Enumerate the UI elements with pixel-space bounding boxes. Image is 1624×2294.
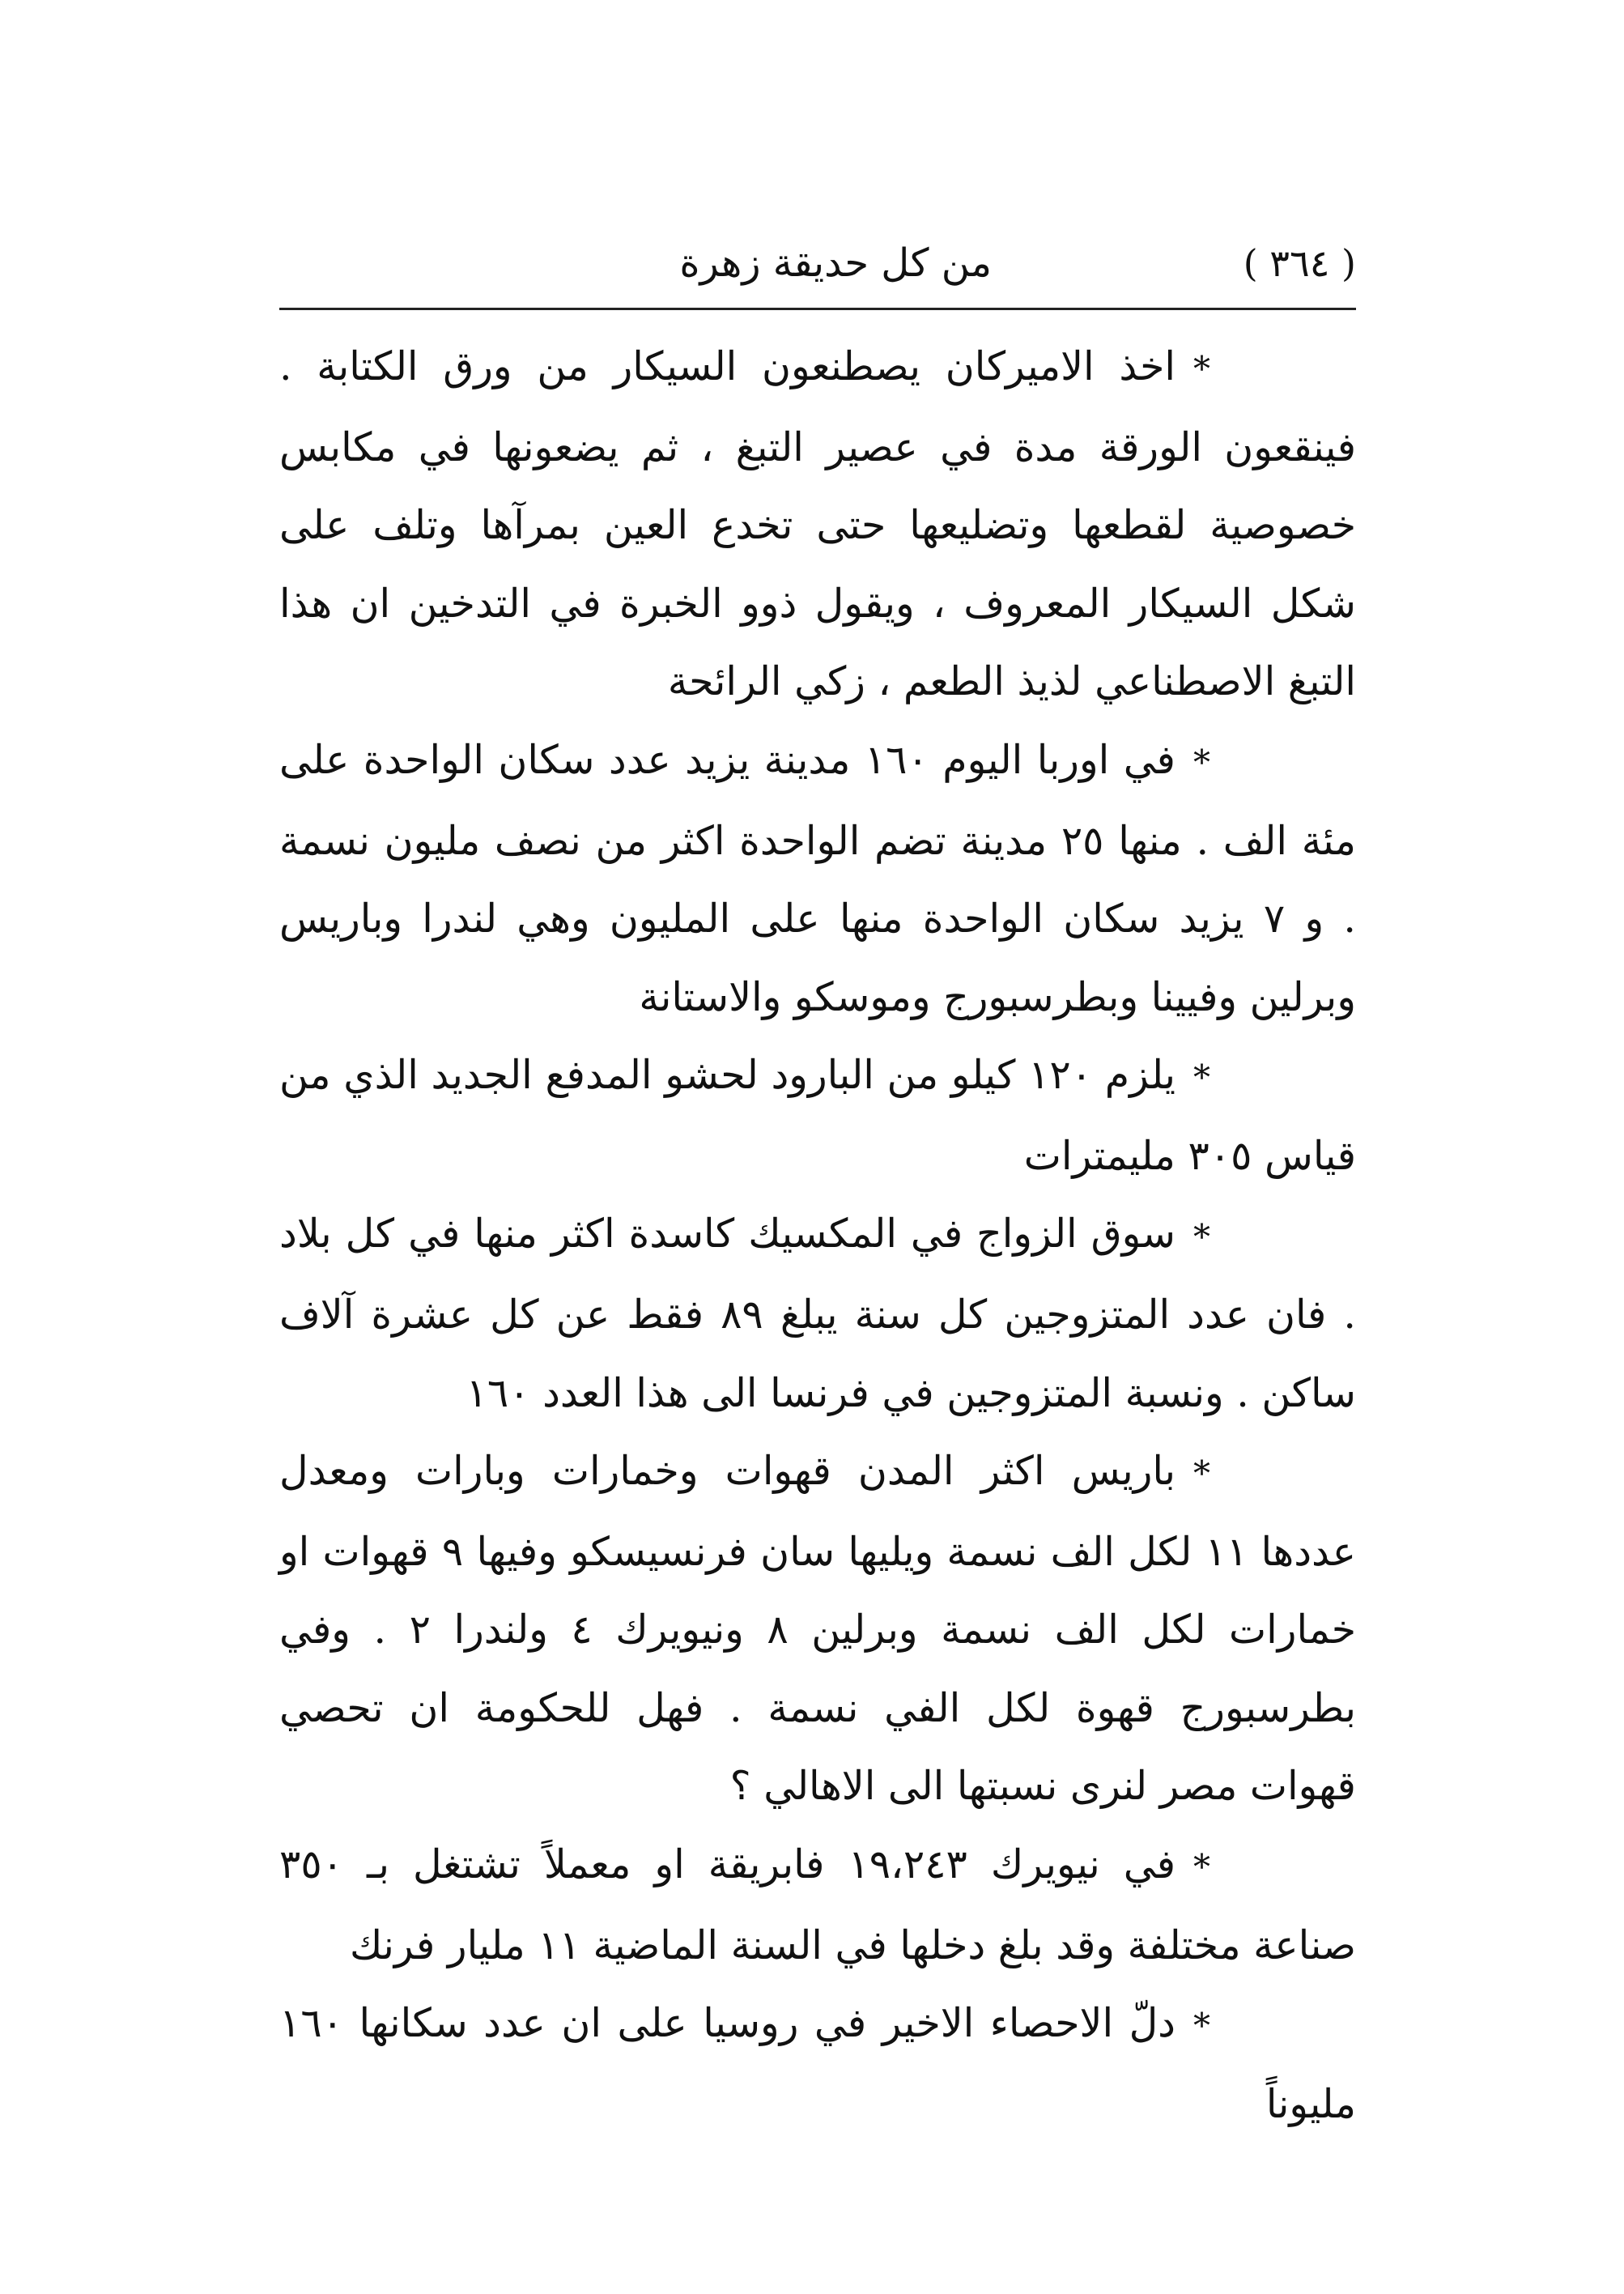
paragraph-newyork-factories <box>279 1826 1356 1985</box>
asterisk-bullet-icon: * <box>1192 743 1210 782</box>
paragraph-text: يلزم ١٢٠ كيلو من البارود لحشو المدفع الجديد الذي من قياس ٣٠٥ مليمترات <box>279 1052 1356 1179</box>
paragraph-text: سوق الزواج في المكسيك كاسدة اكثر منها في كل بلاد . فان عدد المتزوجين كل سنة يبلغ ٨٩ فقط عن كل عشرة آلاف ساكن . ونسبة المتزوجين في فرنسا الى هذا العدد ١٦٠ <box>279 1211 1356 1416</box>
asterisk-bullet-icon: * <box>1193 1058 1210 1098</box>
paragraph-fake-cigars <box>279 328 1356 721</box>
asterisk-bullet-icon: * <box>1193 1847 1211 1887</box>
paragraph-text: في نيويرك ١٩،٢٤٣ فابريقة او معملاً تشتغل بـ ٣٥٠ صناعة مختلفة وقد بلغ دخلها في السنة الماضية ١١ مليار فرنك <box>279 1841 1356 1968</box>
asterisk-bullet-icon: * <box>1193 349 1210 389</box>
asterisk-bullet-icon: * <box>1193 2006 1210 2046</box>
paragraph-paris-cafes <box>279 1432 1356 1826</box>
page-number: ( ٣٦٤ ) <box>1243 241 1356 285</box>
page-body <box>279 328 1356 2143</box>
paragraph-european-cities <box>279 721 1356 1036</box>
paragraph-text: دلّ الاحصاء الاخير في روسيا على ان عدد سكانها ١٦٠ مليوناً <box>279 2000 1356 2127</box>
paragraph-text: في اوربا اليوم ١٦٠ مدينة يزيد عدد سكان الواحدة على مئة الف . منها ٢٥ مدينة تضم الواحدة اكثر من نصف مليون نسمة . و ٧ يزيد سكان الواحدة منها على المليون وهي لندرا وباريس وبرلين وفيينا وبطرسبورج وموسكو والاستانة <box>279 736 1357 1020</box>
paragraph-marriage-mexico <box>279 1195 1356 1432</box>
paragraph-russia-census <box>279 1985 1356 2143</box>
paragraph-text: اخذ الاميركان يصطنعون السيكار من ورق الكتابة . فينقعون الورقة مدة في عصير التبغ ، ثم يضعونها في مكابس خصوصية لقطعها وتضليعها حتى تخدع العين بمرآها وتلف على شكل السيكار المعروف ، ويقول ذوو الخبرة في التدخين ان هذا التبغ الاصطناعي لذيذ الطعم ، زكي الرائحة <box>279 343 1356 705</box>
paragraph-gunpowder <box>279 1036 1356 1195</box>
running-title: من كل حديقة زهرة <box>679 240 992 286</box>
asterisk-bullet-icon: * <box>1193 1453 1210 1494</box>
asterisk-bullet-icon: * <box>1193 1216 1210 1257</box>
running-header <box>279 231 1356 296</box>
paragraph-text: باريس اكثر المدن قهوات وخمارات وبارات ومعدل عددها ١١ لكل الف نسمة ويليها سان فرنسيسكو وفيها ٩ قهوات او خمارات لكل الف نسمة وبرلين ٨ ونيويرك ٤ ولندرا ٢ . وفي بطرسبورج قهوة لكل الفي نسمة . فهل للحكومة ان تحصي قهوات مصر لنرى نسبتها الى الاهالي ؟ <box>279 1448 1357 1810</box>
header-divider <box>279 308 1356 310</box>
